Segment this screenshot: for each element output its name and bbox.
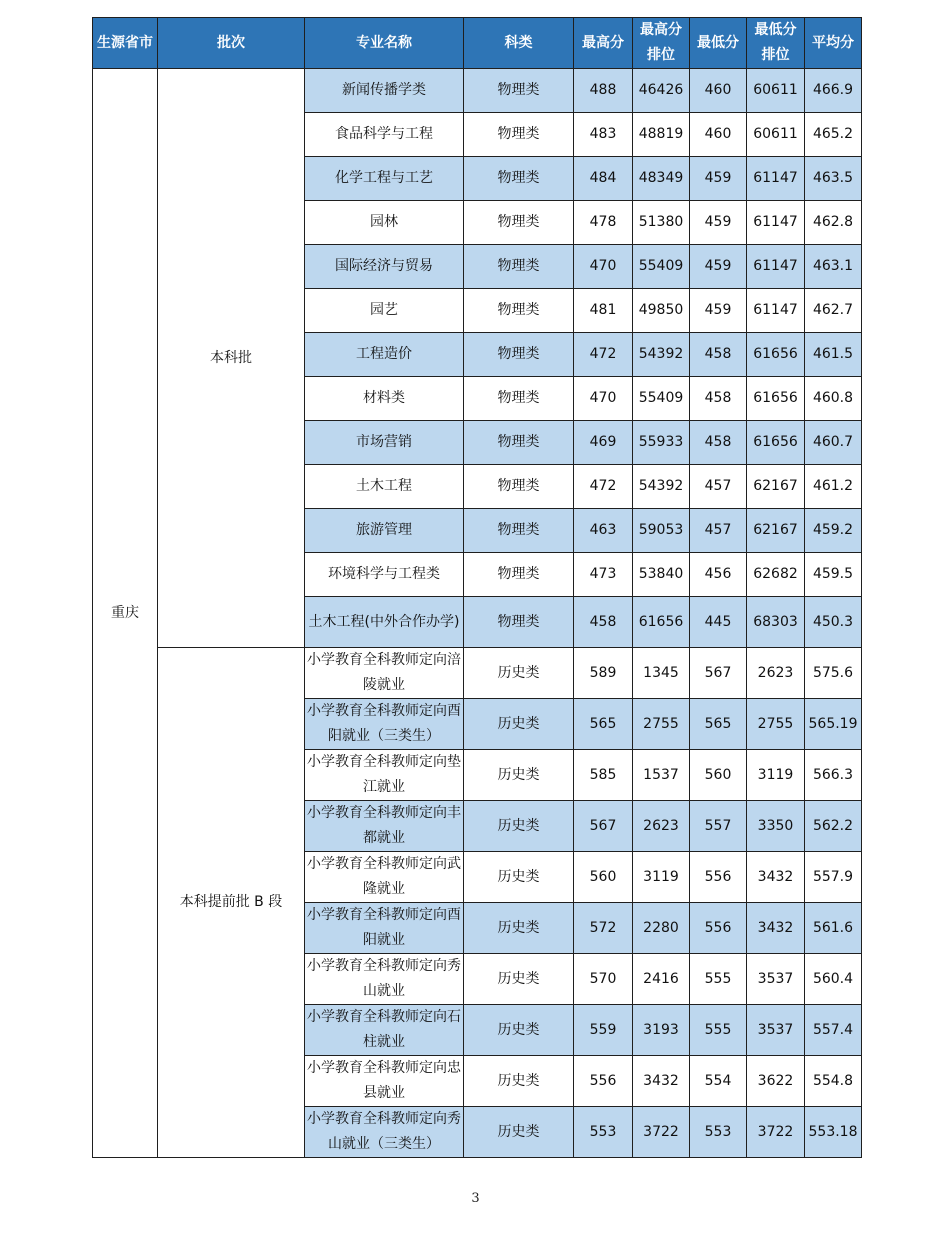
cell-max-score: 472 [574,465,633,509]
cell-min-rank: 61147 [747,201,805,245]
cell-min-score: 556 [690,903,747,954]
header-category: 科类 [464,18,574,69]
cell-max-rank: 55933 [633,421,690,465]
cell-category: 物理类 [464,69,574,113]
cell-category: 历史类 [464,699,574,750]
cell-max-score: 585 [574,750,633,801]
cell-min-score: 557 [690,801,747,852]
cell-category: 历史类 [464,801,574,852]
cell-max-score: 570 [574,954,633,1005]
cell-category: 物理类 [464,421,574,465]
cell-max-rank: 54392 [633,333,690,377]
cell-max-rank: 53840 [633,553,690,597]
cell-max-score: 463 [574,509,633,553]
cell-min-score: 459 [690,245,747,289]
cell-major: 小学教育全科教师定向垫江就业 [305,750,464,801]
cell-max-score: 473 [574,553,633,597]
cell-max-score: 478 [574,201,633,245]
header-province: 生源省市 [93,18,158,69]
cell-max-score: 470 [574,245,633,289]
cell-avg-score: 459.2 [805,509,862,553]
cell-major: 园艺 [305,289,464,333]
cell-max-score: 553 [574,1107,633,1158]
header-min-rank: 最低分排位 [747,18,805,69]
batch-cell: 本科提前批 B 段 [158,648,305,1158]
cell-max-rank: 48349 [633,157,690,201]
cell-category: 物理类 [464,377,574,421]
cell-category: 历史类 [464,648,574,699]
cell-min-rank: 62167 [747,465,805,509]
cell-category: 历史类 [464,903,574,954]
cell-max-rank: 3119 [633,852,690,903]
cell-max-rank: 51380 [633,201,690,245]
cell-max-rank: 46426 [633,69,690,113]
cell-max-score: 484 [574,157,633,201]
cell-min-score: 460 [690,69,747,113]
cell-min-rank: 2623 [747,648,805,699]
cell-major: 小学教育全科教师定向丰都就业 [305,801,464,852]
cell-major: 材料类 [305,377,464,421]
cell-category: 历史类 [464,1005,574,1056]
cell-max-score: 556 [574,1056,633,1107]
cell-max-score: 472 [574,333,633,377]
cell-min-score: 565 [690,699,747,750]
cell-max-rank: 49850 [633,289,690,333]
cell-category: 物理类 [464,157,574,201]
cell-avg-score: 575.6 [805,648,862,699]
cell-category: 物理类 [464,113,574,157]
cell-min-score: 457 [690,509,747,553]
cell-category: 物理类 [464,509,574,553]
cell-major: 土木工程(中外合作办学) [305,597,464,648]
header-batch: 批次 [158,18,305,69]
cell-max-score: 565 [574,699,633,750]
cell-max-rank: 2280 [633,903,690,954]
cell-min-rank: 3119 [747,750,805,801]
table-body [93,69,862,1158]
cell-major: 小学教育全科教师定向涪陵就业 [305,648,464,699]
cell-avg-score: 557.4 [805,1005,862,1056]
header-max-score: 最高分 [574,18,633,69]
cell-major: 小学教育全科教师定向秀山就业（三类生） [305,1107,464,1158]
cell-min-rank: 3350 [747,801,805,852]
cell-max-score: 481 [574,289,633,333]
page-number: 3 [471,1191,480,1206]
cell-max-score: 572 [574,903,633,954]
cell-min-rank: 3432 [747,903,805,954]
cell-min-rank: 61147 [747,157,805,201]
cell-max-rank: 48819 [633,113,690,157]
cell-avg-score: 450.3 [805,597,862,648]
cell-avg-score: 459.5 [805,553,862,597]
cell-major: 小学教育全科教师定向武隆就业 [305,852,464,903]
cell-major: 土木工程 [305,465,464,509]
cell-category: 历史类 [464,1056,574,1107]
cell-major: 国际经济与贸易 [305,245,464,289]
cell-max-rank: 1345 [633,648,690,699]
table-row [93,69,862,113]
cell-max-score: 458 [574,597,633,648]
cell-min-score: 554 [690,1056,747,1107]
cell-category: 历史类 [464,750,574,801]
cell-min-score: 445 [690,597,747,648]
cell-max-rank: 55409 [633,377,690,421]
cell-max-score: 470 [574,377,633,421]
cell-min-rank: 60611 [747,69,805,113]
cell-min-rank: 60611 [747,113,805,157]
cell-category: 物理类 [464,245,574,289]
cell-min-score: 458 [690,421,747,465]
cell-category: 历史类 [464,852,574,903]
cell-avg-score: 562.2 [805,801,862,852]
cell-avg-score: 560.4 [805,954,862,1005]
cell-min-rank: 3537 [747,954,805,1005]
cell-avg-score: 461.5 [805,333,862,377]
cell-avg-score: 566.3 [805,750,862,801]
table-row [93,648,862,699]
cell-min-score: 458 [690,377,747,421]
cell-min-score: 555 [690,954,747,1005]
table-header [93,18,862,69]
cell-avg-score: 554.8 [805,1056,862,1107]
cell-min-score: 457 [690,465,747,509]
cell-category: 物理类 [464,553,574,597]
cell-major: 旅游管理 [305,509,464,553]
cell-category: 物理类 [464,597,574,648]
cell-min-score: 560 [690,750,747,801]
cell-avg-score: 462.8 [805,201,862,245]
cell-min-rank: 3537 [747,1005,805,1056]
cell-min-score: 555 [690,1005,747,1056]
cell-major: 小学教育全科教师定向秀山就业 [305,954,464,1005]
cell-min-rank: 61656 [747,333,805,377]
cell-min-rank: 61656 [747,421,805,465]
cell-min-score: 556 [690,852,747,903]
cell-max-rank: 3722 [633,1107,690,1158]
admission-score-table [92,17,862,1158]
cell-major: 新闻传播学类 [305,69,464,113]
cell-max-rank: 2416 [633,954,690,1005]
cell-min-score: 567 [690,648,747,699]
cell-major: 小学教育全科教师定向酉阳就业（三类生） [305,699,464,750]
cell-major: 食品科学与工程 [305,113,464,157]
cell-avg-score: 460.8 [805,377,862,421]
cell-min-rank: 3432 [747,852,805,903]
cell-avg-score: 460.7 [805,421,862,465]
cell-max-rank: 61656 [633,597,690,648]
cell-category: 物理类 [464,201,574,245]
cell-min-score: 456 [690,553,747,597]
cell-max-rank: 55409 [633,245,690,289]
cell-major: 环境科学与工程类 [305,553,464,597]
cell-max-score: 560 [574,852,633,903]
cell-category: 历史类 [464,954,574,1005]
cell-avg-score: 465.2 [805,113,862,157]
cell-min-score: 459 [690,157,747,201]
cell-avg-score: 565.19 [805,699,862,750]
batch-cell: 本科批 [158,69,305,648]
cell-major: 园林 [305,201,464,245]
cell-avg-score: 462.7 [805,289,862,333]
header-major: 专业名称 [305,18,464,69]
cell-max-score: 567 [574,801,633,852]
cell-avg-score: 461.2 [805,465,862,509]
province-cell: 重庆 [93,69,158,1158]
cell-max-rank: 2755 [633,699,690,750]
cell-min-rank: 62682 [747,553,805,597]
cell-avg-score: 466.9 [805,69,862,113]
cell-min-score: 459 [690,289,747,333]
cell-min-rank: 61656 [747,377,805,421]
cell-major: 工程造价 [305,333,464,377]
cell-min-rank: 68303 [747,597,805,648]
cell-min-rank: 3722 [747,1107,805,1158]
cell-major: 小学教育全科教师定向石柱就业 [305,1005,464,1056]
cell-major: 市场营销 [305,421,464,465]
cell-max-rank: 3432 [633,1056,690,1107]
cell-category: 物理类 [464,465,574,509]
cell-category: 物理类 [464,333,574,377]
cell-avg-score: 557.9 [805,852,862,903]
cell-max-rank: 1537 [633,750,690,801]
cell-max-score: 488 [574,69,633,113]
cell-max-rank: 2623 [633,801,690,852]
cell-min-score: 458 [690,333,747,377]
cell-avg-score: 463.5 [805,157,862,201]
cell-min-rank: 61147 [747,245,805,289]
header-max-rank: 最高分排位 [633,18,690,69]
cell-max-score: 559 [574,1005,633,1056]
cell-min-rank: 62167 [747,509,805,553]
cell-min-score: 460 [690,113,747,157]
cell-max-rank: 54392 [633,465,690,509]
cell-min-rank: 2755 [747,699,805,750]
cell-max-score: 483 [574,113,633,157]
cell-category: 物理类 [464,289,574,333]
cell-avg-score: 561.6 [805,903,862,954]
cell-min-rank: 3622 [747,1056,805,1107]
cell-min-score: 553 [690,1107,747,1158]
cell-avg-score: 553.18 [805,1107,862,1158]
cell-min-rank: 61147 [747,289,805,333]
cell-max-score: 589 [574,648,633,699]
cell-max-rank: 59053 [633,509,690,553]
header-avg-score: 平均分 [805,18,862,69]
cell-max-score: 469 [574,421,633,465]
cell-major: 化学工程与工艺 [305,157,464,201]
header-min-score: 最低分 [690,18,747,69]
cell-category: 历史类 [464,1107,574,1158]
cell-major: 小学教育全科教师定向酉阳就业 [305,903,464,954]
cell-avg-score: 463.1 [805,245,862,289]
cell-major: 小学教育全科教师定向忠县就业 [305,1056,464,1107]
cell-max-rank: 3193 [633,1005,690,1056]
cell-min-score: 459 [690,201,747,245]
